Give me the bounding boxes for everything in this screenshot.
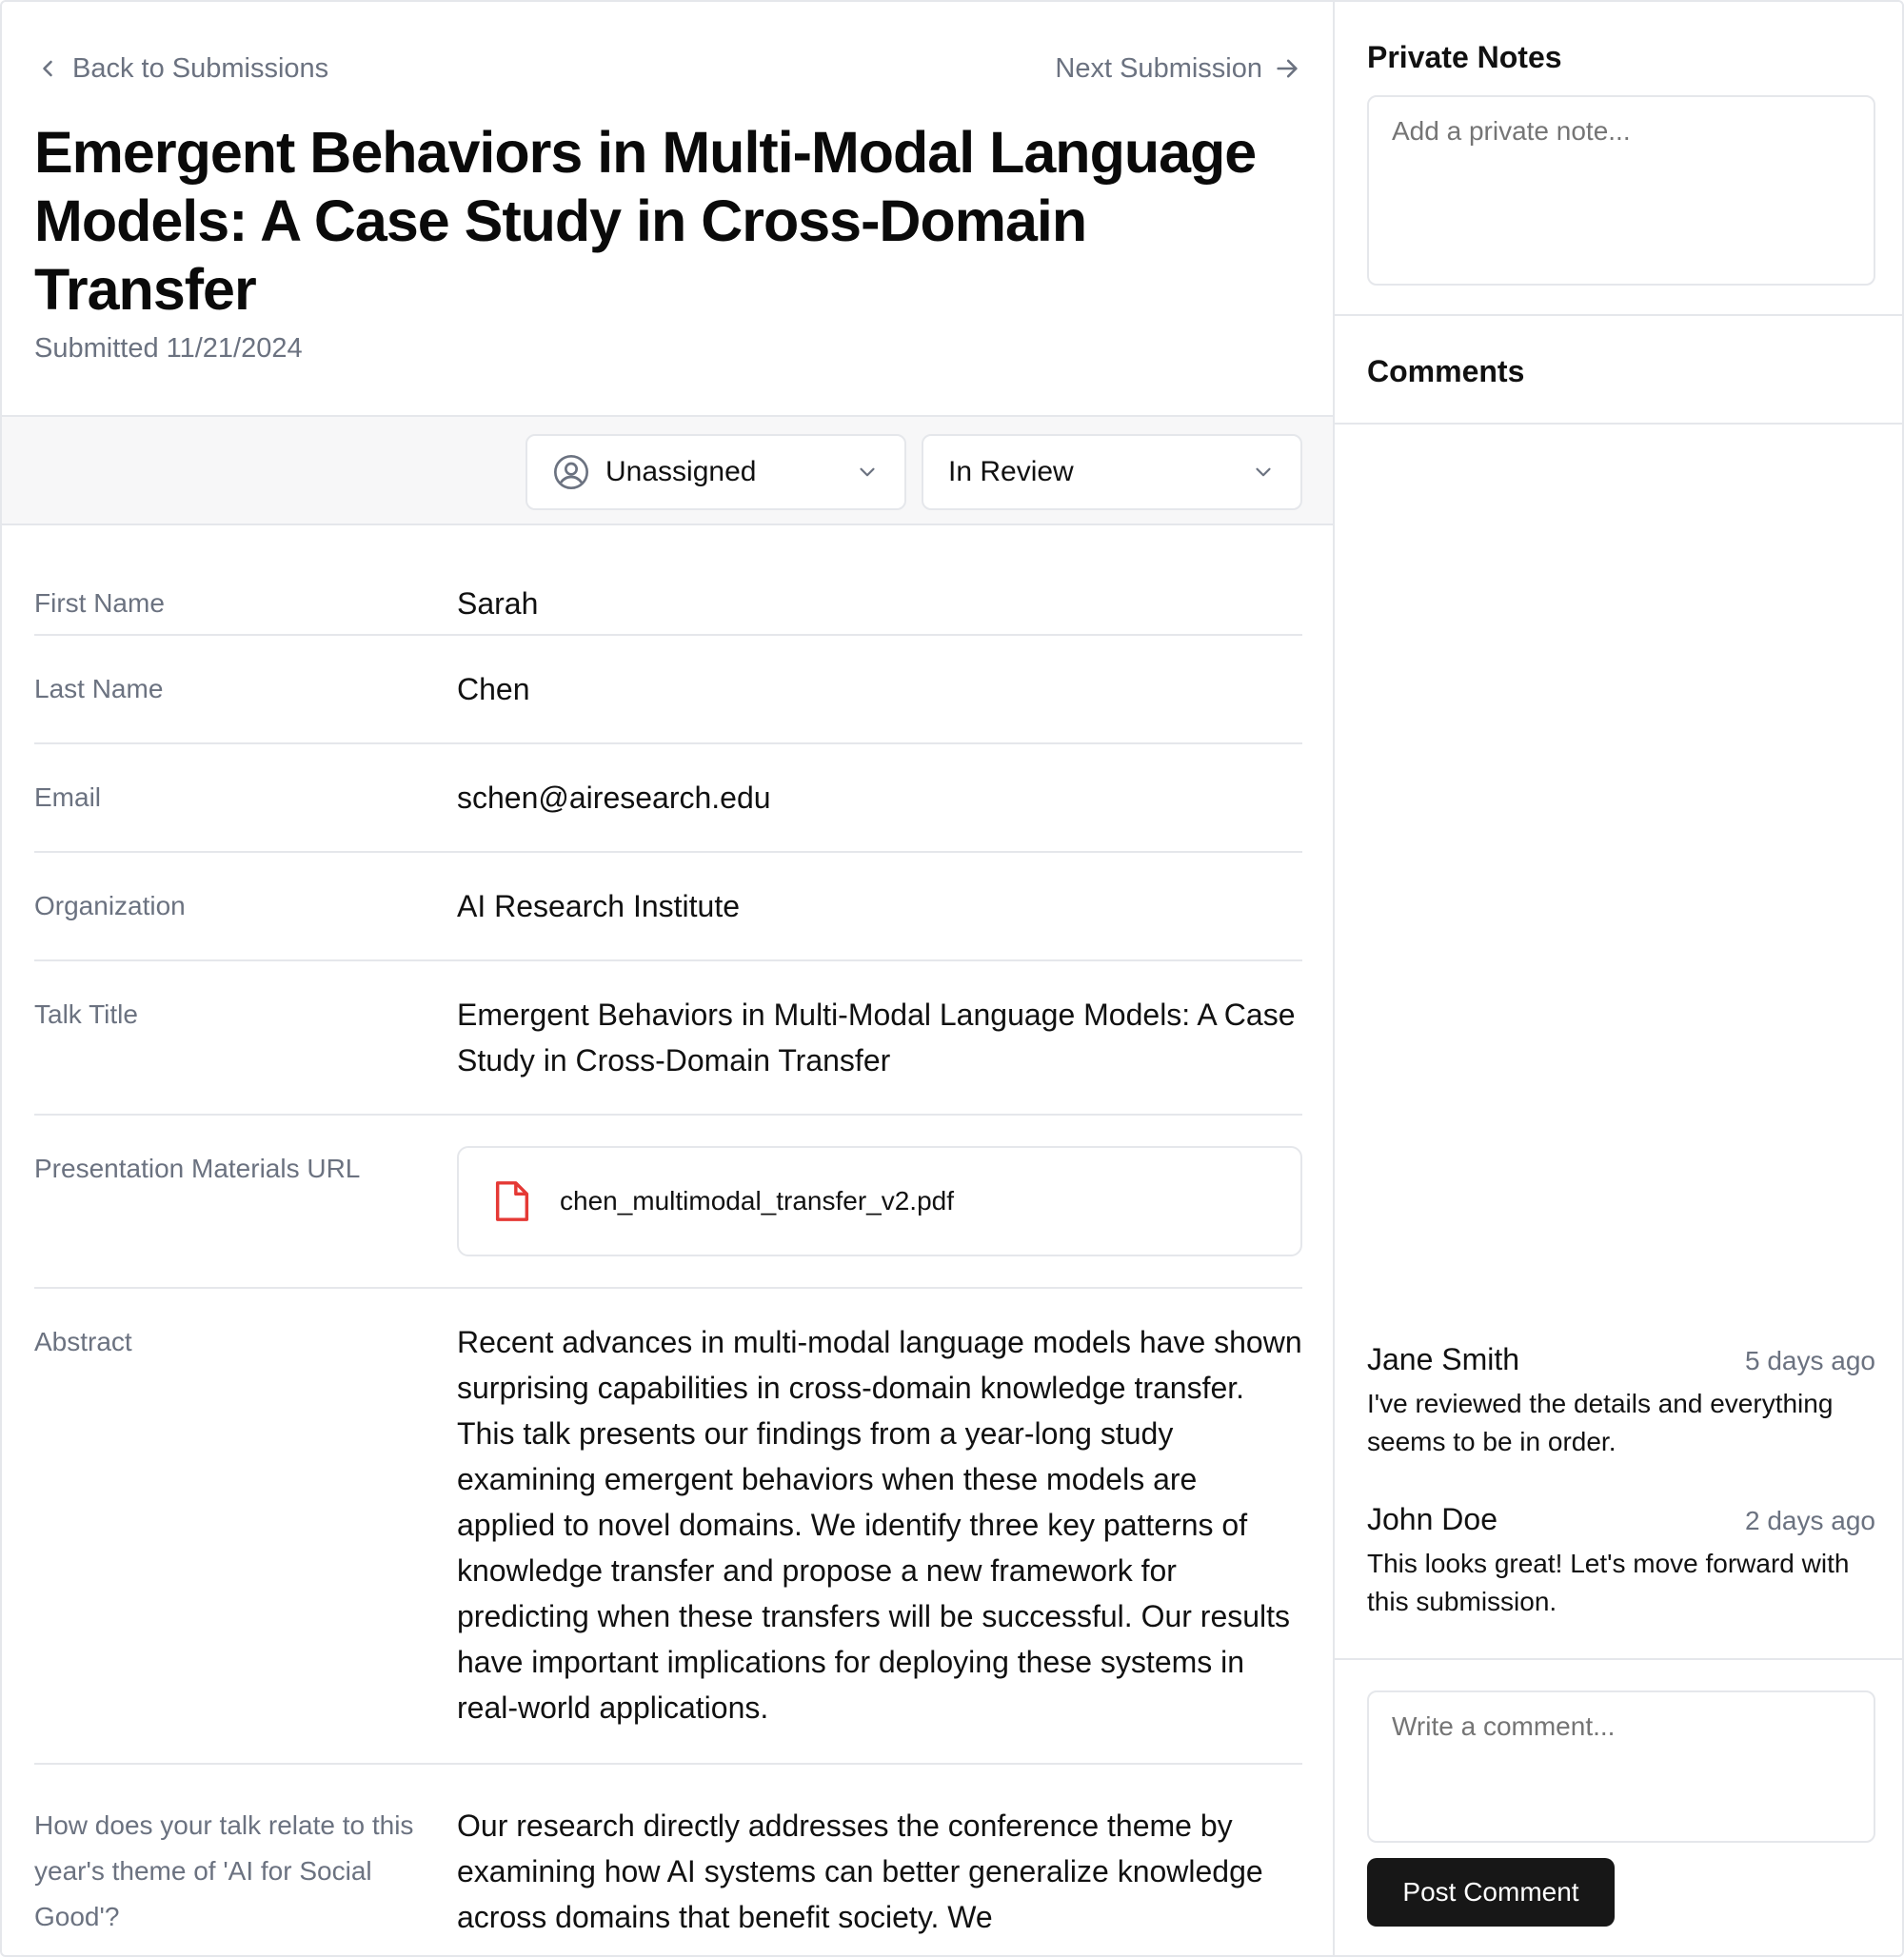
field-row-first-name <box>34 527 1302 636</box>
chevron-down-icon <box>1251 460 1276 484</box>
assignee-select[interactable] <box>526 434 906 510</box>
field-label: Email <box>34 782 102 812</box>
file-name: chen_multimodal_transfer_v2.pdf <box>560 1186 955 1216</box>
submission-fields <box>34 527 1302 1957</box>
comment-author: Jane Smith <box>1367 1342 1520 1376</box>
divider <box>1335 423 1904 425</box>
chevron-left-icon <box>34 55 61 82</box>
page-title: Emergent Behaviors in Multi-Modal Language Models: A Case Study in Cross-Domain Transfer <box>34 120 1257 322</box>
field-row-last-name <box>34 636 1302 744</box>
field-row-email <box>34 744 1302 853</box>
private-note-input[interactable] <box>1367 95 1875 286</box>
field-value: Chen <box>457 672 530 706</box>
top-navigation <box>34 49 1300 88</box>
field-label: How does your talk relate to this year's theme of 'AI for Social Good'? <box>34 1810 414 1931</box>
next-label: Next Submission <box>1055 52 1262 84</box>
private-notes-title: Private Notes <box>1367 40 1562 74</box>
comment-author: John Doe <box>1367 1502 1497 1536</box>
comment-item <box>1367 1342 1875 1461</box>
back-to-submissions-link[interactable] <box>34 53 328 85</box>
submission-main <box>2 2 1335 1957</box>
pdf-file-icon <box>493 1179 531 1223</box>
comments-title: Comments <box>1367 354 1525 388</box>
field-label: Talk Title <box>34 999 138 1029</box>
review-toolbar <box>2 415 1333 525</box>
field-label: Organization <box>34 891 186 920</box>
divider <box>1335 314 1904 316</box>
arrow-right-icon <box>1274 55 1300 82</box>
status-select[interactable] <box>922 434 1302 510</box>
user-circle-icon <box>552 453 590 491</box>
post-comment-button[interactable]: Post Comment <box>1367 1858 1615 1927</box>
field-row-presentation-materials <box>34 1116 1302 1289</box>
comment-input[interactable] <box>1367 1690 1875 1843</box>
next-submission-link[interactable] <box>1055 53 1300 85</box>
field-label: Abstract <box>34 1327 132 1356</box>
comment-time: 5 days ago <box>1745 1346 1875 1375</box>
comment-item <box>1367 1502 1875 1621</box>
back-label: Back to Submissions <box>72 52 329 84</box>
comment-time: 2 days ago <box>1745 1506 1875 1535</box>
field-value: Emergent Behaviors in Multi-Modal Language Models: A Case Study in Cross-Domain Transfer <box>457 998 1296 1077</box>
field-label: Last Name <box>34 674 164 703</box>
status-value: In Review <box>948 456 1074 487</box>
field-value: schen@airesearch.edu <box>457 781 771 815</box>
field-value: Sarah <box>457 586 539 621</box>
field-row-organization <box>34 853 1302 961</box>
assignee-value: Unassigned <box>605 456 757 487</box>
side-panel <box>1335 2 1904 1957</box>
submitted-date: Submitted 11/21/2024 <box>34 333 303 364</box>
field-value: Our research directly addresses the conference theme by examining how AI systems can better generalize knowledge across domains that benefit society. We <box>457 1809 1263 1934</box>
field-value: AI Research Institute <box>457 889 741 923</box>
field-label: Presentation Materials URL <box>34 1154 361 1183</box>
presentation-file-link[interactable] <box>457 1146 1302 1256</box>
divider <box>1335 1658 1904 1660</box>
field-row-theme <box>34 1765 1302 1957</box>
comment-text: I've reviewed the details and everything seems to be in order. <box>1367 1389 1834 1456</box>
field-row-abstract <box>34 1289 1302 1765</box>
field-value: Recent advances in multi-modal language models have shown surprising capabilities in cross-domain knowledge transfer. This talk presents our findings from a year-long study examining emergent behaviors when these models are applied to novel domains. We identify three key patterns of knowledge transfer and propose a new framework for predicting when these transfers will be successful. Our results have important implications for deploying these systems in real-world applications. <box>457 1325 1302 1725</box>
comment-text: This looks great! Let's move forward with this submission. <box>1367 1549 1850 1616</box>
chevron-down-icon <box>855 460 880 484</box>
field-label: First Name <box>34 588 165 618</box>
field-row-talk-title <box>34 961 1302 1116</box>
